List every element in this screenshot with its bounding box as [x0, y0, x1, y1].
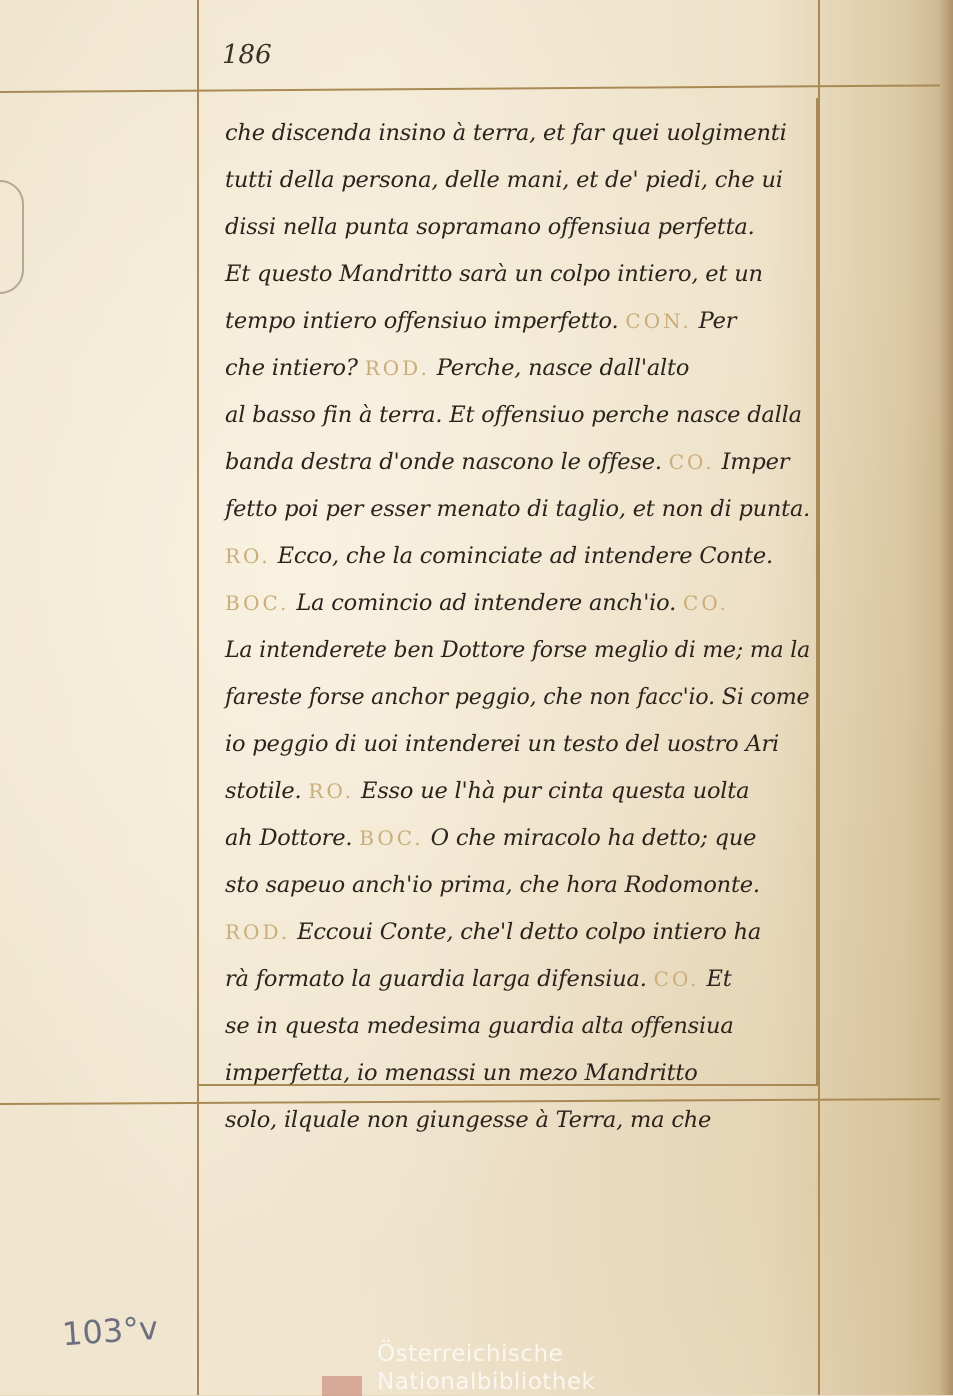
text-line: [225, 157, 810, 204]
text-segment: che discenda insino à terra, et far quei uolgimenti: [225, 120, 787, 146]
text-segment: io peggio di uoi intenderei un testo del uostro Ari: [225, 731, 780, 757]
text-line: [225, 298, 810, 345]
text-line: [225, 345, 810, 392]
text-segment: ah Dottore.: [225, 825, 360, 851]
watermark-line-1: Österreichische: [377, 1341, 564, 1367]
text-segment: Et questo Mandritto sarà un colpo intiero, et un: [225, 261, 763, 287]
text-line: [225, 580, 810, 627]
text-line: [225, 721, 810, 768]
speaker-rubric: CO.: [683, 591, 729, 615]
text-segment: La comincio ad intendere anch'io.: [289, 590, 684, 616]
text-segment: tutti della persona, delle mani, et de' piedi, che ui: [225, 167, 783, 193]
text-line: [225, 815, 810, 862]
speaker-rubric: BOC.: [359, 826, 424, 850]
text-segment: stotile.: [225, 778, 309, 804]
text-line: [225, 439, 810, 486]
text-line: [225, 110, 810, 157]
text-segment: dissi nella punta sopramano offensiua perfetta.: [225, 214, 755, 240]
text-segment: O che miracolo ha detto; que: [423, 825, 757, 851]
text-segment: Ecco, che la cominciate ad intendere Conte.: [270, 543, 773, 569]
text-line: [225, 1003, 810, 1050]
speaker-rubric: RO.: [308, 779, 355, 803]
shelfmark-annotation: 103°v: [60, 1308, 160, 1354]
text-segment: rà formato la guardia larga difensiua.: [225, 966, 654, 992]
text-segment: solo, ilquale non giungesse à Terra, ma che: [225, 1107, 712, 1133]
speaker-rubric: CO.: [668, 450, 715, 474]
text-line: [225, 768, 810, 815]
text-segment: Imper: [714, 449, 790, 475]
text-line: [225, 627, 811, 674]
margin-stain: [0, 180, 24, 294]
text-segment: Eccoui Conte, che'l detto colpo intiero ha: [290, 919, 762, 945]
text-line: [225, 1097, 810, 1144]
text-line: [225, 392, 810, 439]
text-segment: La intenderete ben Dottore forse meglio di me; ma la: [225, 637, 811, 663]
page-edge-shadow: [939, 0, 953, 1395]
text-segment: Perche, nasce dall'alto: [429, 355, 690, 381]
text-segment: banda destra d'onde nascono le offese.: [225, 449, 669, 475]
text-line: [225, 909, 810, 956]
speaker-rubric: CO.: [653, 967, 700, 991]
watermark-logo-square: [322, 1376, 362, 1396]
folio-number: 186: [222, 40, 272, 70]
text-segment: Esso ue l'hà pur cinta questa uolta: [354, 778, 750, 804]
text-segment: Per: [691, 308, 737, 334]
text-line: [225, 1050, 810, 1097]
speaker-rubric: BOC.: [225, 591, 290, 615]
text-segment: imperfetta, io menassi un mezo Mandritto: [225, 1060, 698, 1086]
text-line: [225, 862, 810, 909]
text-line: [225, 251, 810, 298]
speaker-rubric: RO.: [225, 544, 271, 568]
text-segment: che intiero?: [225, 355, 365, 381]
right-ruling-line: [818, 0, 820, 1395]
top-ruling-line: [0, 84, 940, 93]
speaker-rubric: ROD.: [225, 920, 291, 944]
text-segment: se in questa medesima guardia alta offensiua: [225, 1013, 734, 1039]
speaker-rubric: ROD.: [364, 356, 430, 380]
text-segment: al basso fin à terra. Et offensiuo perche nasce dalla: [225, 402, 802, 428]
text-line: [225, 204, 810, 251]
text-block: [225, 110, 810, 1144]
speaker-rubric: CON.: [625, 309, 692, 333]
watermark-line-2: Nationalbibliothek: [377, 1369, 596, 1395]
text-segment: sto sapeuo anch'io prima, che hora Rodomonte.: [225, 872, 760, 898]
text-line: [225, 674, 810, 721]
text-segment: tempo intiero offensiuo imperfetto.: [225, 308, 626, 334]
text-segment: fetto poi per esser menato di taglio, et non di punta.: [225, 496, 811, 522]
text-line: [225, 533, 810, 580]
text-line: [225, 486, 809, 533]
text-segment: fareste forse anchor peggio, che non facc'io. Si come: [225, 684, 810, 710]
text-line: [225, 956, 810, 1003]
text-segment: Et: [699, 966, 732, 992]
